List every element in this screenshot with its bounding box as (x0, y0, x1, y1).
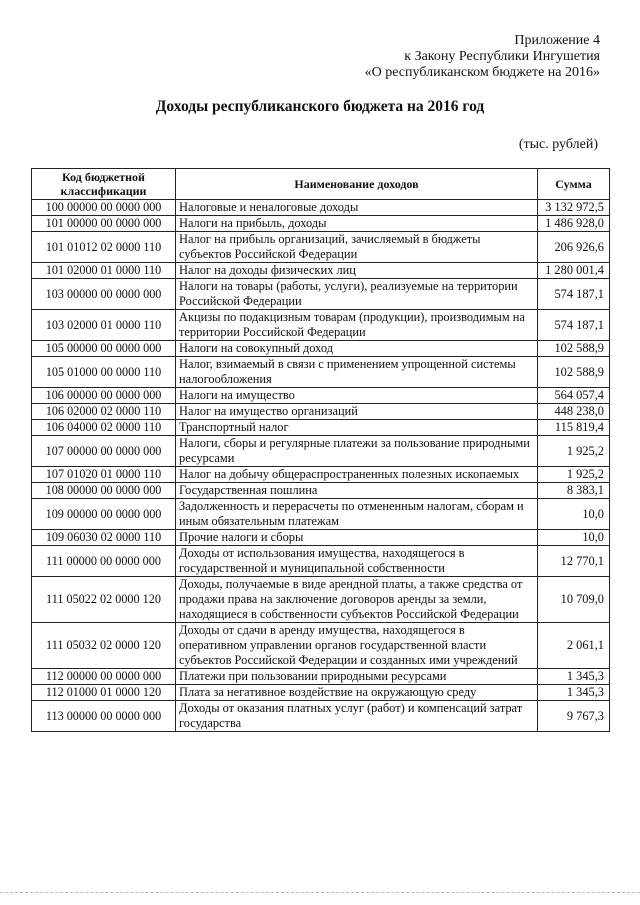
row-name: Налоги на товары (работы, услуги), реализуемые на территории Российской Федерации (176, 279, 538, 310)
row-sum: 102 588,9 (538, 357, 610, 388)
row-name: Налог на доходы физических лиц (176, 263, 538, 279)
row-code: 106 00000 00 0000 000 (32, 388, 176, 404)
row-code: 103 00000 00 0000 000 (32, 279, 176, 310)
table-row (32, 436, 610, 467)
row-name: Налоги на совокупный доход (176, 341, 538, 357)
header-name: Наименование доходов (176, 169, 538, 200)
row-code: 101 01012 02 0000 110 (32, 232, 176, 263)
table-row (32, 483, 610, 499)
row-code: 105 00000 00 0000 000 (32, 341, 176, 357)
row-code: 111 00000 00 0000 000 (32, 546, 176, 577)
row-name: Акцизы по подакцизным товарам (продукции), производимым на территории Российской Федерации (176, 310, 538, 341)
table-row (32, 357, 610, 388)
annex-line-2: к Закону Республики Ингушетия (404, 49, 600, 64)
row-code: 106 04000 02 0000 110 (32, 420, 176, 436)
row-code: 100 00000 00 0000 000 (32, 200, 176, 216)
row-name: Задолженность и перерасчеты по отмененным налогам, сборам и иным обязательным платежам (176, 499, 538, 530)
table-row (32, 546, 610, 577)
row-sum: 1 280 001,4 (538, 263, 610, 279)
row-sum: 1 345,3 (538, 669, 610, 685)
row-code: 105 01000 00 0000 110 (32, 357, 176, 388)
row-sum: 574 187,1 (538, 310, 610, 341)
table-row (32, 701, 610, 732)
row-code: 107 00000 00 0000 000 (32, 436, 176, 467)
table-row (32, 623, 610, 669)
row-name: Прочие налоги и сборы (176, 530, 538, 546)
document-title: Доходы республиканского бюджета на 2016 год (155, 98, 485, 115)
row-code: 108 00000 00 0000 000 (32, 483, 176, 499)
table-row (32, 467, 610, 483)
table-row (32, 279, 610, 310)
row-code: 112 01000 01 0000 120 (32, 685, 176, 701)
row-name: Доходы от использования имущества, находящегося в государственной и муниципальной собственности (176, 546, 538, 577)
row-name: Налоги на прибыль, доходы (176, 216, 538, 232)
row-code: 101 02000 01 0000 110 (32, 263, 176, 279)
row-sum: 448 238,0 (538, 404, 610, 420)
row-name: Налог на прибыль организаций, зачисляемый в бюджеты субъектов Российской Федерации (176, 232, 538, 263)
revenue-table (31, 168, 610, 732)
annex-line-3: «О республиканском бюджете на 2016» (364, 65, 600, 80)
row-name: Плата за негативное воздействие на окружающую среду (176, 685, 538, 701)
row-sum: 115 819,4 (538, 420, 610, 436)
units-label: (тыс. рублей) (518, 137, 598, 152)
row-sum: 10 709,0 (538, 577, 610, 623)
row-sum: 564 057,4 (538, 388, 610, 404)
row-name: Налоги на имущество (176, 388, 538, 404)
scan-artifact-line (0, 892, 640, 894)
row-name: Доходы, получаемые в виде арендной платы, а также средства от продажи права на заключение договоров аренды за земли, находящиеся в собственности субъектов Российской Федерации (176, 577, 538, 623)
row-code: 101 00000 00 0000 000 (32, 216, 176, 232)
table-row (32, 200, 610, 216)
row-sum: 2 061,1 (538, 623, 610, 669)
table-row (32, 341, 610, 357)
row-sum: 102 588,9 (538, 341, 610, 357)
table-row (32, 420, 610, 436)
row-name: Доходы от сдачи в аренду имущества, находящегося в оперативном управлении органов государственной власти субъектов Российской Федерации и созданных ими учреждений (176, 623, 538, 669)
row-sum: 10,0 (538, 530, 610, 546)
table-row (32, 577, 610, 623)
row-sum: 10,0 (538, 499, 610, 530)
table-row (32, 263, 610, 279)
table-body (32, 200, 610, 732)
table-header-row (32, 169, 610, 200)
row-code: 109 06030 02 0000 110 (32, 530, 176, 546)
row-code: 111 05032 02 0000 120 (32, 623, 176, 669)
table-row (32, 499, 610, 530)
row-name: Налог, взимаемый в связи с применением упрощенной системы налогообложения (176, 357, 538, 388)
table-row (32, 685, 610, 701)
row-code: 113 00000 00 0000 000 (32, 701, 176, 732)
table-row (32, 232, 610, 263)
table-row (32, 669, 610, 685)
row-sum: 1 925,2 (538, 436, 610, 467)
table-row (32, 310, 610, 341)
row-name: Налоговые и неналоговые доходы (176, 200, 538, 216)
header-code: Код бюджетной классификации (32, 169, 176, 200)
row-sum: 1 925,2 (538, 467, 610, 483)
row-code: 103 02000 01 0000 110 (32, 310, 176, 341)
annex-line-1: Приложение 4 (514, 33, 600, 48)
row-sum: 206 926,6 (538, 232, 610, 263)
row-name: Платежи при пользовании природными ресурсами (176, 669, 538, 685)
table-row (32, 216, 610, 232)
row-name: Налог на добычу общераспространенных полезных ископаемых (176, 467, 538, 483)
table-row (32, 404, 610, 420)
row-code: 106 02000 02 0000 110 (32, 404, 176, 420)
row-code: 109 00000 00 0000 000 (32, 499, 176, 530)
row-sum: 574 187,1 (538, 279, 610, 310)
annex-header (365, 33, 600, 81)
row-name: Налоги, сборы и регулярные платежи за пользование природными ресурсами (176, 436, 538, 467)
row-sum: 3 132 972,5 (538, 200, 610, 216)
row-code: 112 00000 00 0000 000 (32, 669, 176, 685)
row-code: 111 05022 02 0000 120 (32, 577, 176, 623)
header-sum: Сумма (538, 169, 610, 200)
row-name: Доходы от оказания платных услуг (работ) и компенсаций затрат государства (176, 701, 538, 732)
row-sum: 12 770,1 (538, 546, 610, 577)
row-sum: 1 486 928,0 (538, 216, 610, 232)
row-name: Транспортный налог (176, 420, 538, 436)
row-sum: 1 345,3 (538, 685, 610, 701)
table-row (32, 530, 610, 546)
row-name: Государственная пошлина (176, 483, 538, 499)
table-row (32, 388, 610, 404)
row-sum: 8 383,1 (538, 483, 610, 499)
row-sum: 9 767,3 (538, 701, 610, 732)
row-code: 107 01020 01 0000 110 (32, 467, 176, 483)
row-name: Налог на имущество организаций (176, 404, 538, 420)
